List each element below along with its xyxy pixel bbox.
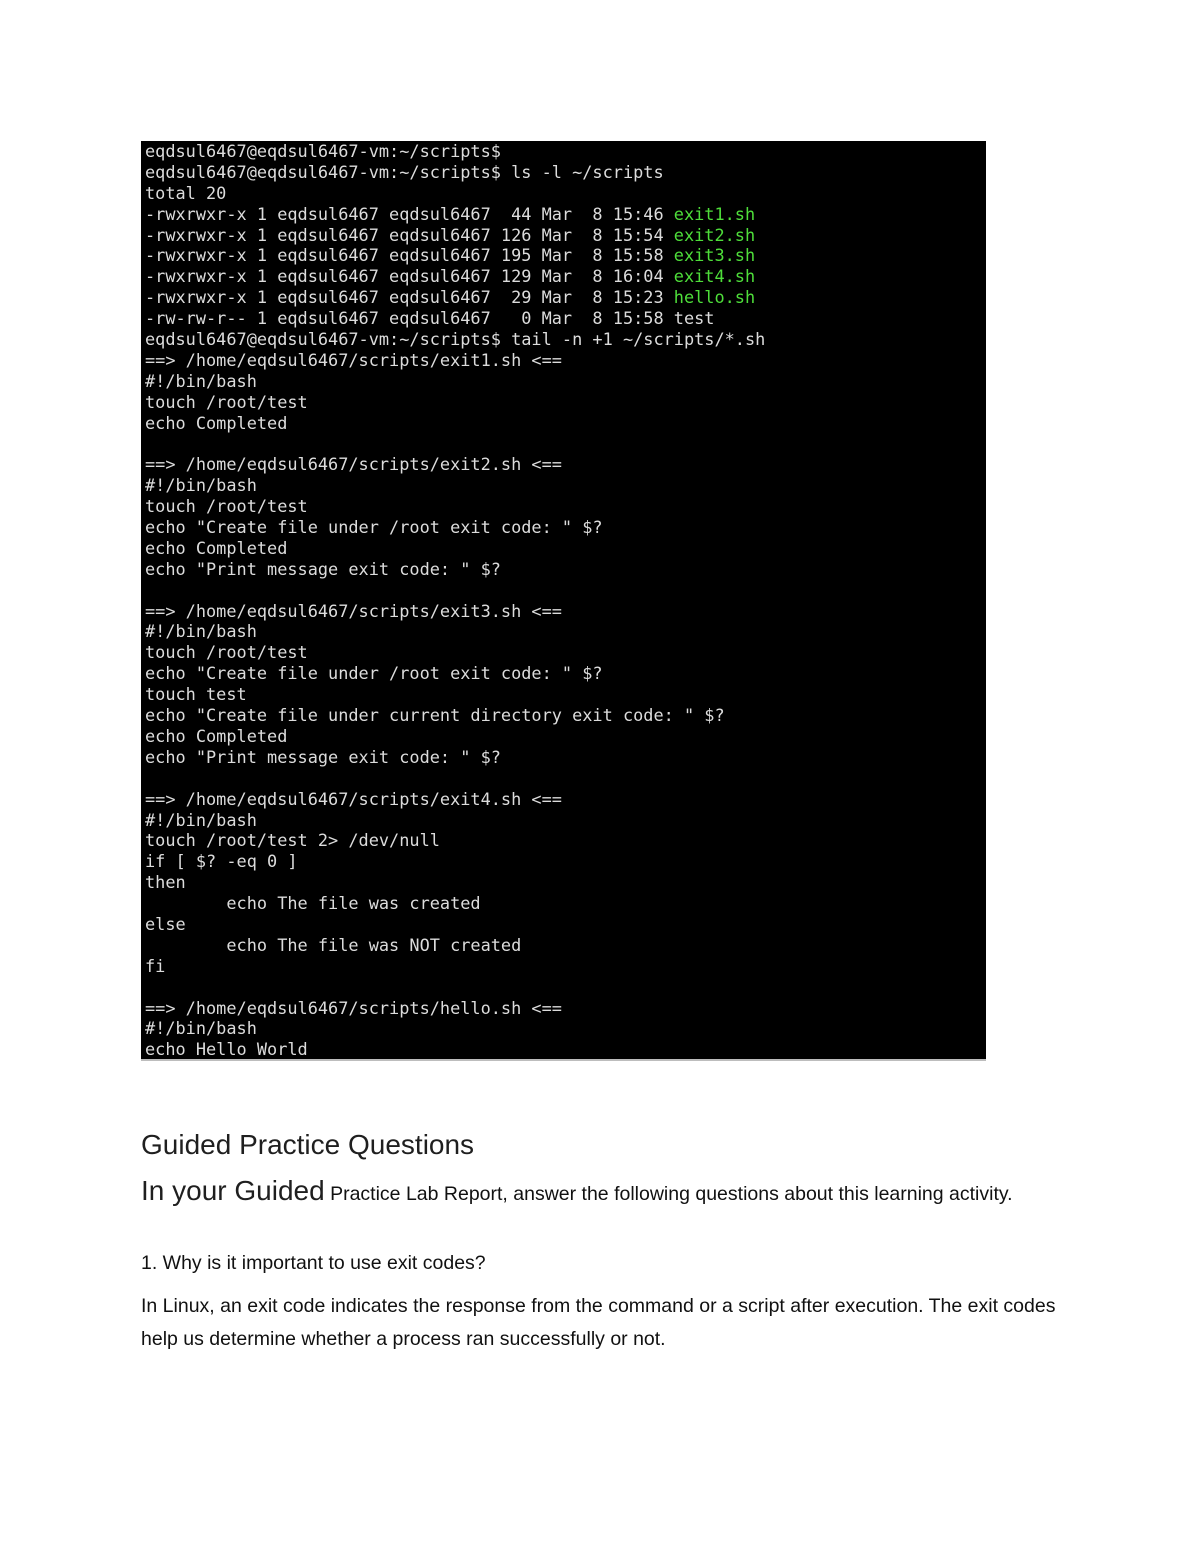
terminal-filename: hello.sh: [673, 287, 756, 308]
terminal-line: [145, 559, 986, 580]
terminal-line: [145, 621, 986, 642]
terminal-line: [145, 956, 986, 977]
terminal-text: echo "Create file under /root exit code: " $?: [145, 517, 603, 538]
terminal-text: ==> /home/eqdsul6467/scripts/exit3.sh <==: [145, 600, 562, 621]
terminal-filename: exit2.sh: [673, 224, 756, 245]
terminal-text: echo The file was created: [145, 893, 481, 914]
terminal-text: fi: [145, 955, 166, 976]
terminal-line: [145, 308, 986, 329]
terminal-line: [145, 1039, 986, 1060]
terminal-line: [145, 998, 986, 1019]
terminal-line: [145, 580, 986, 601]
terminal-text: touch /root/test: [145, 391, 308, 412]
terminal-text: touch /root/test: [145, 496, 308, 517]
terminal-text: -rwxrwxr-x 1 eqdsul6467 eqdsul6467 126 Mar 8 15:54: [145, 224, 674, 245]
terminal-line: [145, 266, 986, 287]
terminal-text: echo The file was NOT created: [145, 934, 522, 955]
terminal-text: ==> /home/eqdsul6467/scripts/exit2.sh <==: [145, 454, 562, 475]
terminal-line: [145, 225, 986, 246]
terminal-line: [145, 350, 986, 371]
terminal-text: echo Completed: [145, 725, 288, 746]
terminal-line: [145, 789, 986, 810]
terminal-text: echo Completed: [145, 412, 288, 433]
section-heading: Guided Practice Questions: [141, 1129, 475, 1160]
terminal-line: [145, 204, 986, 225]
terminal-line: [145, 538, 986, 559]
terminal-line: [145, 705, 986, 726]
terminal-text: else: [145, 913, 186, 934]
terminal-filename: exit4.sh: [673, 266, 756, 287]
terminal-line: [145, 977, 986, 998]
terminal-text: #!/bin/bash: [145, 621, 257, 642]
terminal-text: eqdsul6467@eqdsul6467-vm:~/scripts$ ls -l ~/scripts: [145, 161, 664, 182]
terminal-filename: exit3.sh: [673, 245, 756, 266]
terminal-line: [145, 141, 986, 162]
terminal-text: eqdsul6467@eqdsul6467-vm:~/scripts$: [145, 141, 501, 161]
terminal-text: total 20: [145, 182, 227, 203]
terminal-line: [145, 517, 986, 538]
terminal-text: echo "Create file under current directory exit code: " $?: [145, 705, 725, 726]
terminal-line: [145, 1018, 986, 1039]
terminal-text: then: [145, 872, 186, 893]
terminal-line: [145, 810, 986, 831]
terminal-text: touch /root/test: [145, 642, 308, 663]
intro-large-text: In your Guided: [141, 1175, 325, 1206]
terminal-line: [145, 914, 986, 935]
terminal-line: [145, 601, 986, 622]
terminal-line: [145, 684, 986, 705]
terminal-line: [145, 475, 986, 496]
terminal-text: #!/bin/bash: [145, 809, 257, 830]
terminal-line: [145, 496, 986, 517]
terminal-line: [145, 872, 986, 893]
terminal-text: -rwxrwxr-x 1 eqdsul6467 eqdsul6467 29 Mar 8 15:23: [145, 287, 674, 308]
terminal-line: [145, 183, 986, 204]
terminal-filename: exit1.sh: [673, 203, 756, 224]
terminal-text: if [ $? -eq 0 ]: [145, 851, 298, 872]
terminal-line: [145, 726, 986, 747]
terminal-line: [145, 642, 986, 663]
terminal-line: [145, 162, 986, 183]
terminal-line: [145, 413, 986, 434]
terminal-text: -rw-rw-r-- 1 eqdsul6467 eqdsul6467 0 Mar 8 15:58 test: [145, 308, 715, 329]
intro-text: Practice Lab Report, answer the following questions about this learning activity.: [324, 1183, 1013, 1205]
terminal-text: #!/bin/bash: [145, 1018, 257, 1039]
terminal-line: [145, 830, 986, 851]
terminal-line: [145, 329, 986, 350]
terminal-line: [145, 935, 986, 956]
terminal-text: eqdsul6467@eqdsul6467-vm:~/scripts$ tail -n +1 ~/scripts/*.sh: [145, 329, 766, 350]
terminal-text: -rwxrwxr-x 1 eqdsul6467 eqdsul6467 195 Mar 8 15:58: [145, 245, 674, 266]
terminal-line: [145, 747, 986, 768]
terminal-line: [145, 392, 986, 413]
answer-1: In Linux, an exit code indicates the response from the command or a script after execution. The exit codes help us determine whether a process ran successfully or not.: [141, 1295, 1056, 1350]
terminal-line: [145, 663, 986, 684]
terminal-line: [145, 851, 986, 872]
terminal-line: [145, 287, 986, 308]
terminal-line: [145, 371, 986, 392]
terminal-text: ==> /home/eqdsul6467/scripts/hello.sh <==: [145, 997, 562, 1018]
terminal-screenshot: [141, 141, 986, 1061]
terminal-text: touch /root/test 2> /dev/null: [145, 830, 440, 851]
terminal-text: echo "Print message exit code: " $?: [145, 746, 501, 767]
terminal-text: -rwxrwxr-x 1 eqdsul6467 eqdsul6467 129 Mar 8 16:04: [145, 266, 674, 287]
question-1: 1. Why is it important to use exit codes?: [141, 1252, 486, 1274]
intro-paragraph: [141, 1174, 1071, 1211]
terminal-text: ==> /home/eqdsul6467/scripts/exit4.sh <==: [145, 788, 562, 809]
terminal-line: [145, 433, 986, 454]
terminal-line: [145, 245, 986, 266]
terminal-text: echo Hello World: [145, 1039, 308, 1060]
terminal-text: -rwxrwxr-x 1 eqdsul6467 eqdsul6467 44 Mar 8 15:46: [145, 203, 674, 224]
terminal-text: echo "Print message exit code: " $?: [145, 558, 501, 579]
terminal-line: [145, 893, 986, 914]
terminal-line: [145, 454, 986, 475]
terminal-text: echo Completed: [145, 537, 288, 558]
terminal-text: touch test: [145, 684, 247, 705]
terminal-text: #!/bin/bash: [145, 370, 257, 391]
terminal-text: ==> /home/eqdsul6467/scripts/exit1.sh <==: [145, 349, 562, 370]
terminal-text: echo "Create file under /root exit code: " $?: [145, 663, 603, 684]
terminal-line: [145, 768, 986, 789]
terminal-text: #!/bin/bash: [145, 475, 257, 496]
